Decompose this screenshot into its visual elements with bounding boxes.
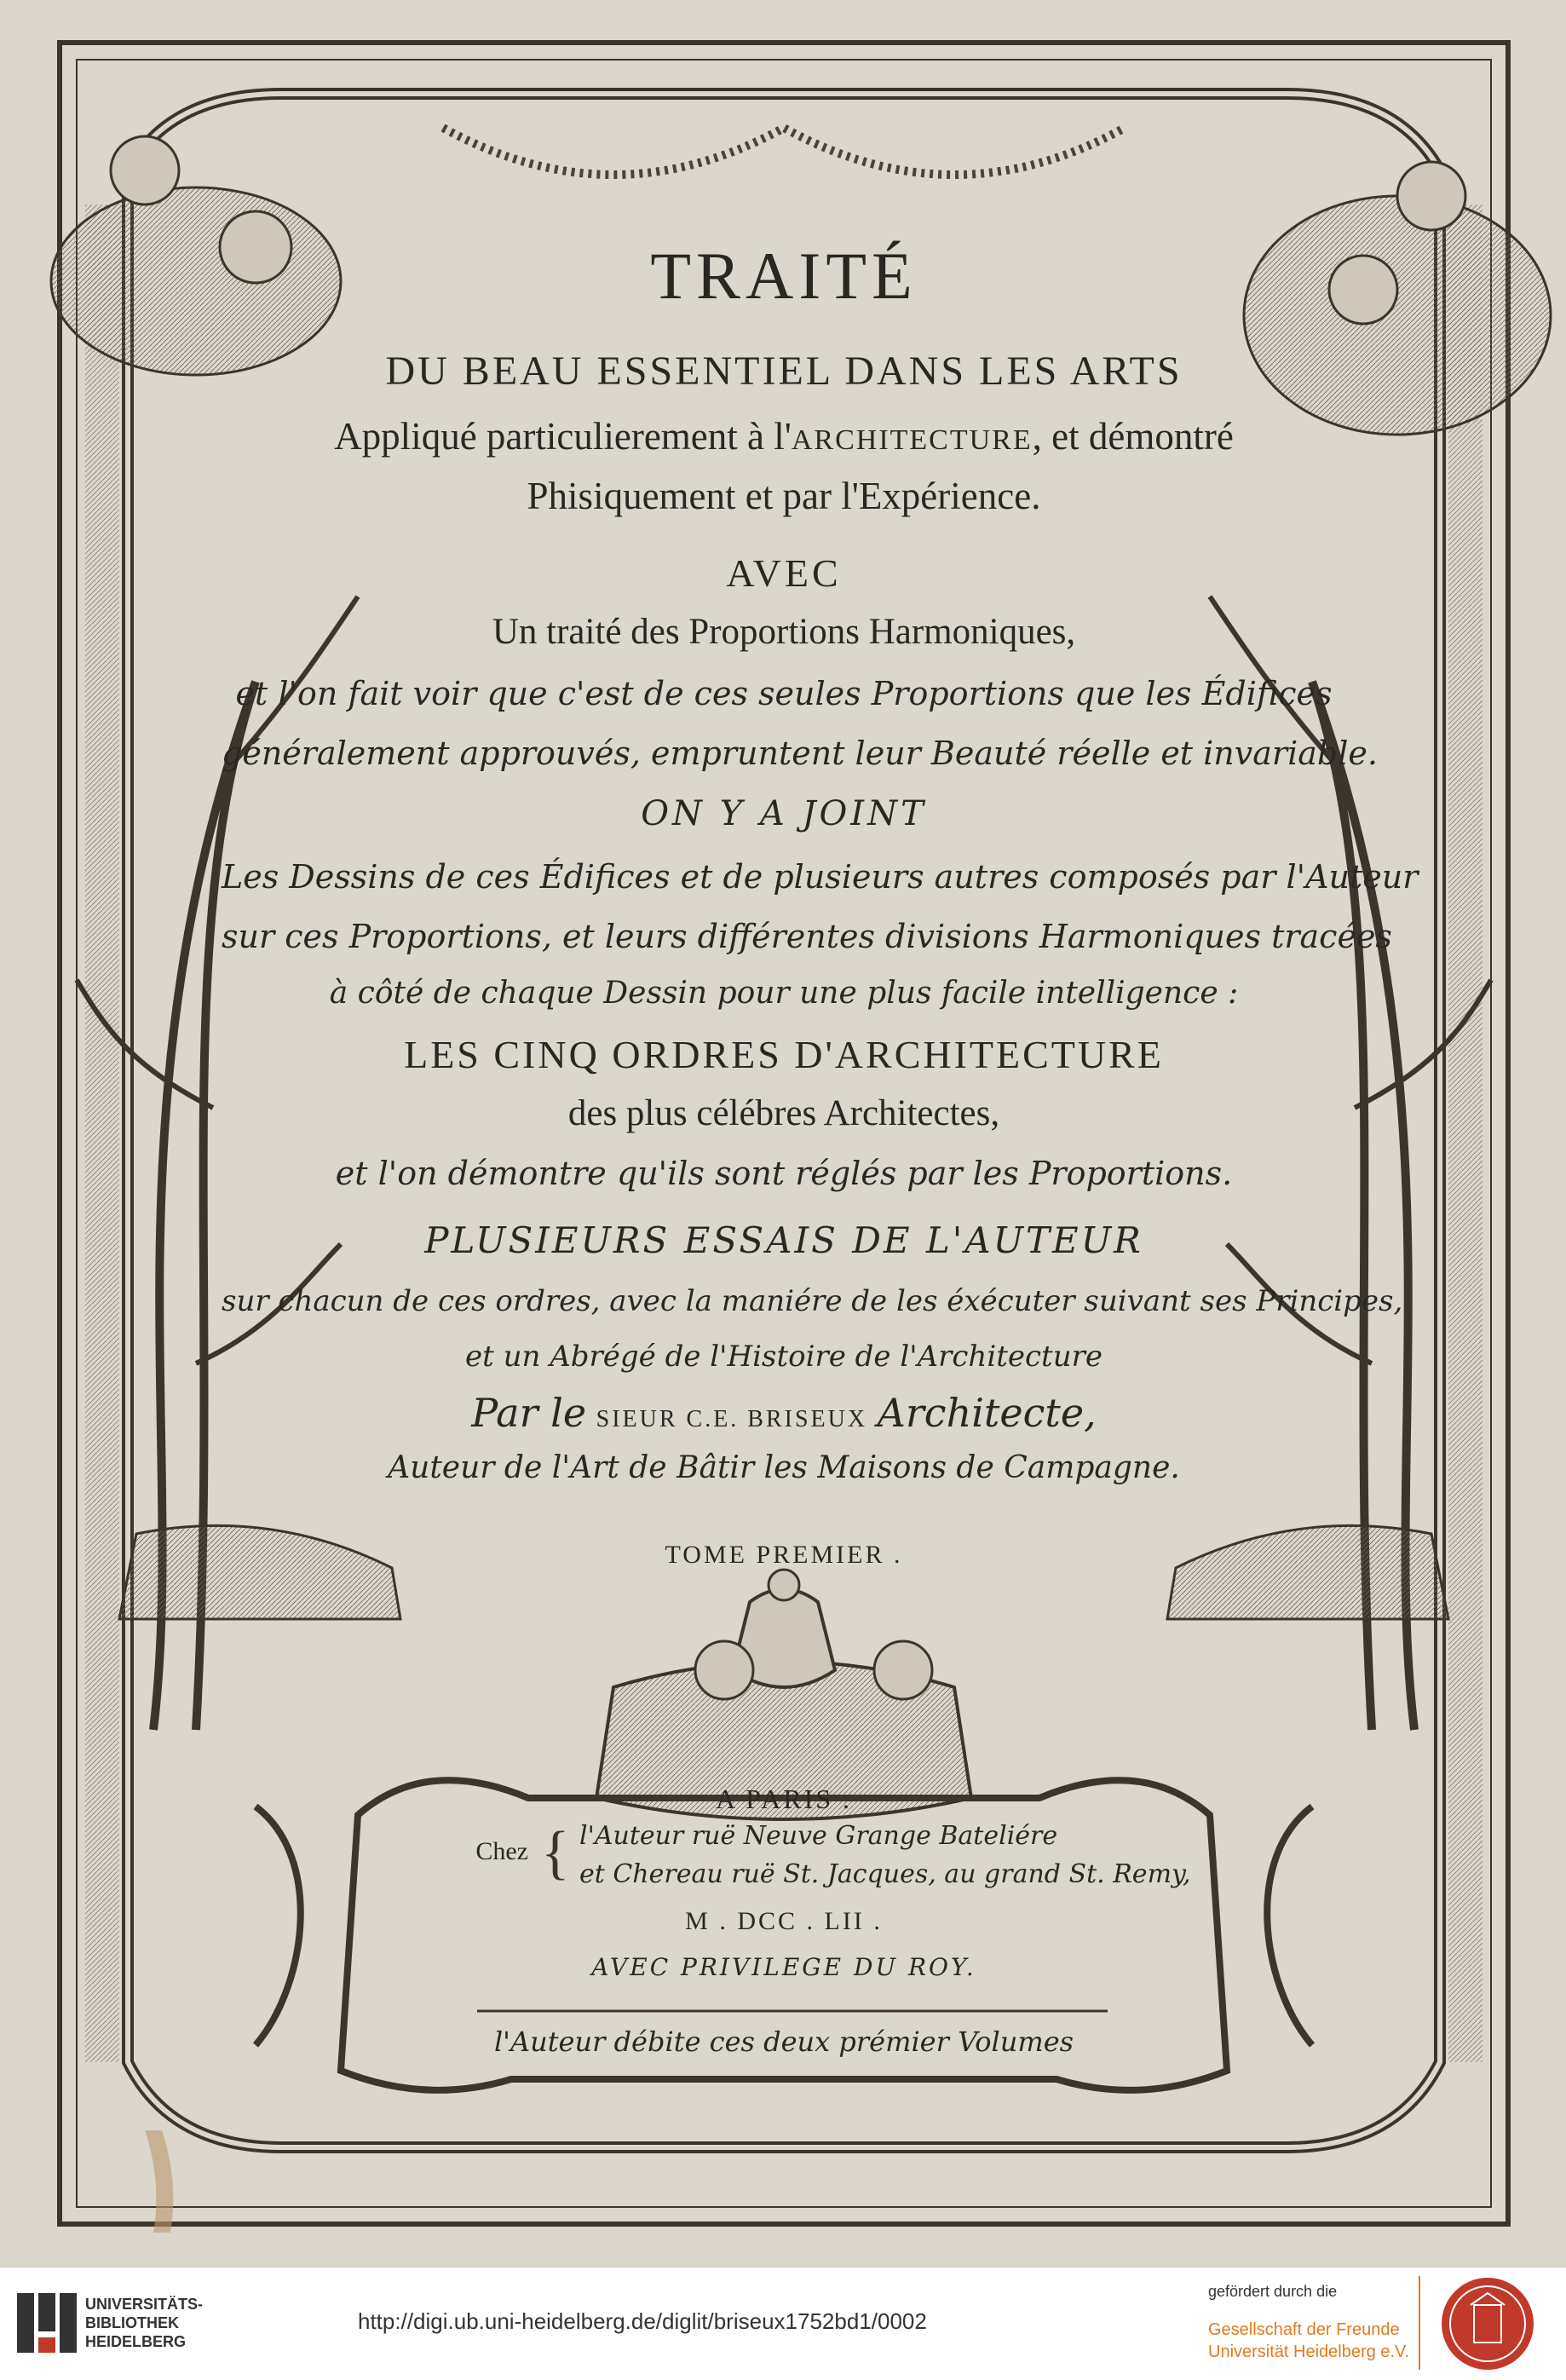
line-celebres: des plus célébres Architectes,: [567, 1093, 1000, 1133]
imprint-city: A PARIS .: [715, 1784, 853, 1814]
line-a-cote: à côté de chaque Dessin pour une plus facile intelligence :: [329, 976, 1239, 1011]
imprint-line-chereau: et Chereau ruë St. Jacques, au grand St. Remy,: [579, 1859, 1191, 1889]
library-name-line3: HEIDELBERG: [85, 2333, 187, 2350]
heading-cinq-ordres: LES CINQ ORDRES D'ARCHITECTURE: [404, 1033, 1164, 1076]
line-sur-ces-proportions: sur ces Proportions, et leurs différentes divisions Harmoniques tracées: [222, 918, 1392, 955]
library-name: [85, 2295, 203, 2351]
sponsor-intro: gefördert durch die: [1208, 2283, 1338, 2300]
library-logo-icon: [17, 2293, 77, 2353]
imprint-line-auteur: l'Auteur ruë Neuve Grange Bateliére: [579, 1821, 1058, 1851]
line-generalement: généralement approuvés, empruntent leur Beauté réelle et invariable.: [222, 735, 1378, 772]
heading-plusieurs-essais: PLUSIEURS ESSAIS DE L'AUTEUR: [424, 1219, 1143, 1261]
digitization-footer: [0, 2267, 1566, 2380]
footer-divider: [1419, 2276, 1420, 2370]
tome-label: TOME PREMIER .: [665, 1541, 903, 1569]
title: TRAITÉ: [650, 239, 918, 313]
permalink-url[interactable]: http://digi.ub.uni-heidelberg.de/diglit/briseux1752bd1/0002: [358, 2308, 927, 2334]
sponsor-name-line1: Gesellschaft der Freunde: [1208, 2320, 1400, 2339]
university-seal-icon: [1440, 2276, 1535, 2371]
library-name-line2: BIBLIOTHEK: [85, 2314, 179, 2331]
sponsor-name-line2: Universität Heidelberg e.V.: [1208, 2343, 1410, 2361]
heading-avec: AVEC: [726, 551, 842, 595]
imprint-chez: Chez: [475, 1837, 528, 1865]
subtitle: DU BEAU ESSENTIEL DANS LES ARTS: [385, 349, 1183, 394]
line-abrege: et un Abrégé de l'Histoire de l'Architecture: [465, 1340, 1103, 1374]
line-phisiquement: Phisiquement et par l'Expérience.: [527, 475, 1041, 517]
line-edifices: et l'on fait voir que c'est de ces seules Proportions que les Édifices: [235, 675, 1333, 712]
line-auteur-art: Auteur de l'Art de Bâtir les Maisons de Campagne.: [388, 1450, 1180, 1485]
imprint-note: l'Auteur débite ces deux prémier Volumes: [493, 2026, 1074, 2058]
imprint-privilege: AVEC PRIVILEGE DU ROY.: [591, 1953, 976, 1981]
line-traite-proportions: Un traité des Proportions Harmoniques,: [492, 612, 1076, 652]
line-demontre: et l'on démontre qu'ils sont réglés par les Proportions.: [335, 1155, 1233, 1192]
line-applique: Appliqué particulierement à l'ARCHITECTURE, et démontré: [334, 415, 1234, 458]
engraved-title-plate: TRAITÉ DU BEAU ESSENTIEL DANS LES ARTS Appliqué particulierement à l'ARCHITECTURE, et démontré Phisiquement et par l'Expérience. AVEC Un traité des Proportions Harmoniques, et l'on fait voir que c'est de ces seules Proportions que les Édifices généralement approuvés, empruntent leur Beauté réelle et invariable. ON Y A JOINT Les Dessins de ces Édifices et de plusieurs autres composés par l'Auteur sur ces Proportions, et leurs différentes divisions Harmoniques tracées à côté de chaque Dessin pour une plus facile intelligence : LES CINQ ORDRES D'ARCHITECTURE des plus célébres Architectes, et l'on démontre qu'ils sont réglés par les Proportions. PLUSIEURS ESSAIS DE L'AUTEUR sur chacun de ces ordres, avec la maniére de les éxécuter suivant ses Principes, et un Abrégé de l'Histoire de l'Architecture Par le SIEUR C.E. BRISEUX Architecte, Auteur de l'Art de Bâtir les Maisons de Campagne. TOME PREMIER . A PARIS . Chez { l'Auteur ruë Neuve Grange Bateliére et Chereau ruë St. Jacques, au grand St. Remy, M . DCC . LII . AVEC PRIVILEGE DU ROY. l'Auteur débite ces deux prémier Volumes: [0, 0, 1566, 2267]
line-author: Par le SIEUR C.E. BRISEUX Architecte,: [471, 1390, 1097, 1436]
line-dessins: Les Dessins de ces Édifices et de plusieurs autres composés par l'Auteur: [222, 858, 1419, 896]
imprint-date: M . DCC . LII .: [685, 1907, 883, 1935]
heading-on-y-a-joint: ON Y A JOINT: [641, 794, 927, 833]
line-sur-chacun: sur chacun de ces ordres, avec la maniére de les éxécuter suivant ses Principes,: [222, 1284, 1403, 1318]
library-name-line1: UNIVERSITÄTS-: [85, 2296, 204, 2313]
